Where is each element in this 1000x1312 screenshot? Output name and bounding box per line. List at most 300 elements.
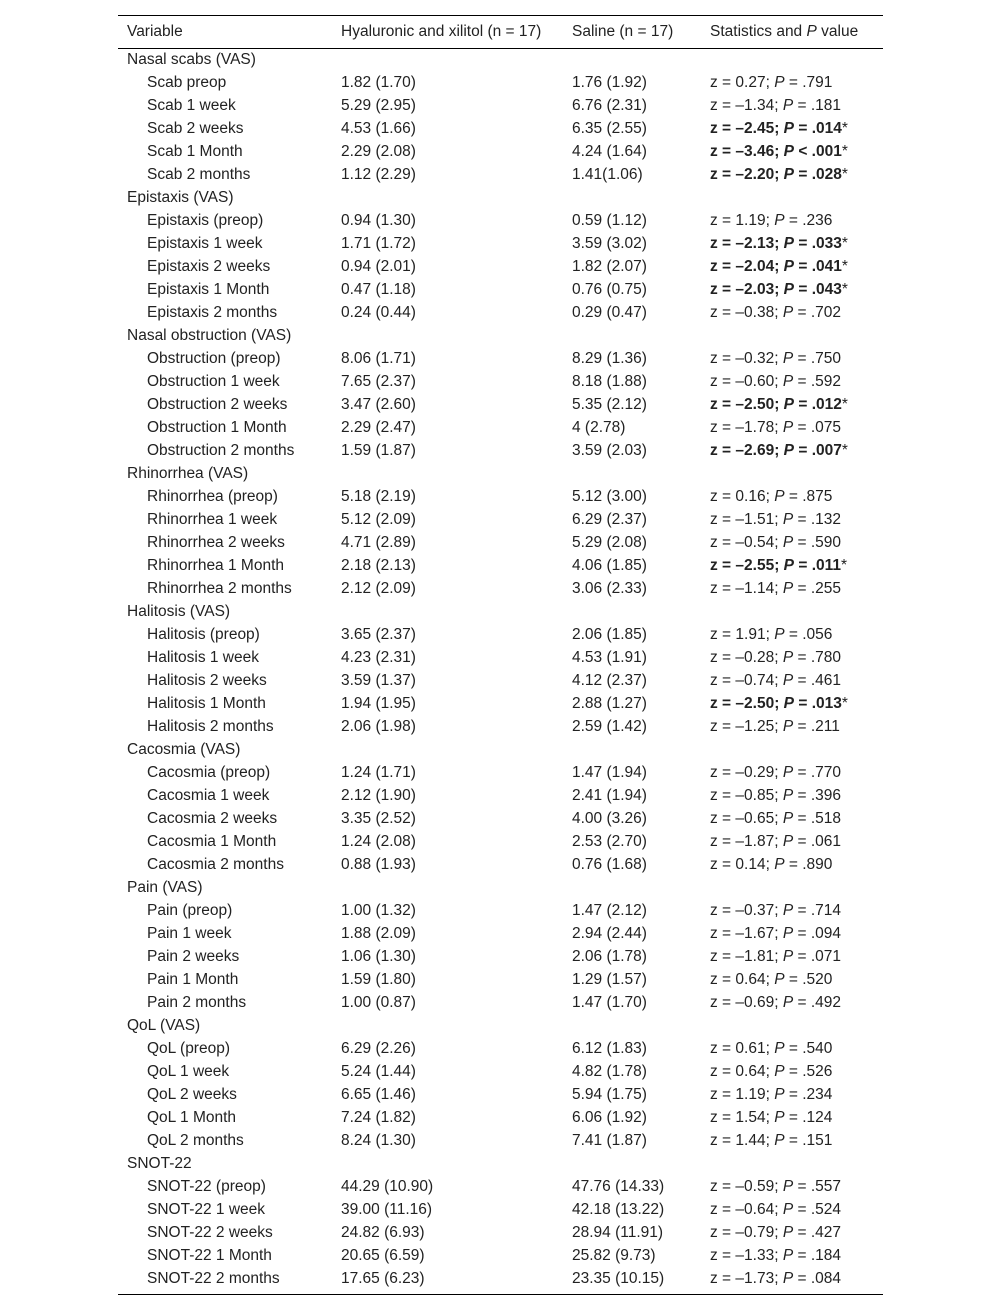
table-header (118, 16, 883, 49)
statistics-cell (701, 693, 883, 716)
saline-value-cell: 4.53 (1.91) (572, 649, 647, 666)
p-operator: = (784, 1132, 803, 1149)
saline-value-cell: 6.06 (1.92) (572, 1109, 647, 1126)
p-letter: P (782, 994, 794, 1011)
hyaluronic-value-cell: 6.65 (1.46) (341, 1086, 416, 1103)
saline-value-cell: 2.41 (1.94) (572, 787, 647, 804)
p-operator: = (793, 902, 811, 919)
z-value: z = –0.64; (710, 1201, 783, 1218)
saline-value-cell: 7.41 (1.87) (572, 1132, 647, 1149)
table-row (118, 164, 883, 187)
p-value: .012 (811, 396, 842, 413)
p-letter: P (782, 925, 794, 942)
p-operator: = (793, 948, 811, 965)
z-value: z = 1.54; (710, 1109, 775, 1126)
statistics-cell (701, 555, 883, 578)
p-operator: = (794, 166, 812, 183)
z-value: z = 0.27; (710, 74, 775, 91)
saline-value-cell: 5.35 (2.12) (572, 396, 647, 413)
saline-value-cell: 4.24 (1.64) (572, 143, 647, 160)
p-value: .590 (810, 534, 842, 551)
p-letter: P (782, 511, 794, 528)
group-row (118, 49, 883, 72)
table-row (118, 923, 883, 946)
variable-cell: Pain 1 Month (147, 971, 239, 988)
saline-value-cell: 47.76 (14.33) (572, 1178, 665, 1195)
hyaluronic-value-cell: 1.00 (0.87) (341, 994, 416, 1011)
p-operator: = (793, 994, 811, 1011)
hyaluronic-value-cell: 1.88 (2.09) (341, 925, 416, 942)
table-row (118, 578, 883, 601)
p-letter: P (774, 1040, 785, 1057)
hyaluronic-value-cell: 2.18 (2.13) (341, 557, 416, 574)
p-letter: P (782, 833, 794, 850)
variable-cell: Rhinorrhea 1 week (147, 511, 278, 528)
z-value: z = –0.29; (710, 764, 783, 781)
variable-cell: QoL (preop) (147, 1040, 230, 1057)
z-value: z = –1.73; (710, 1270, 783, 1287)
z-value: z = 1.19; (710, 212, 775, 229)
p-letter: P (782, 1201, 794, 1218)
hyaluronic-value-cell: 1.24 (1.71) (341, 764, 416, 781)
variable-cell: Scab 1 Month (147, 143, 243, 160)
statistics-cell (701, 1176, 883, 1199)
hyaluronic-value-cell: 3.59 (1.37) (341, 672, 416, 689)
header-statistics (701, 16, 883, 49)
header-stats-prefix: Statistics and (710, 23, 807, 40)
group-label: Nasal scabs (VAS) (127, 51, 256, 69)
hyaluronic-value-cell: 0.94 (2.01) (341, 258, 416, 275)
variable-cell: Rhinorrhea 2 weeks (147, 534, 285, 551)
group-label: Rhinorrhea (VAS) (127, 465, 249, 482)
p-operator: = (794, 258, 812, 275)
p-operator: = (784, 626, 803, 643)
variable-cell: Epistaxis 2 weeks (147, 258, 271, 275)
p-letter: P (774, 212, 785, 229)
variable-cell: SNOT-22 (preop) (147, 1178, 266, 1195)
table-row (118, 348, 883, 371)
significance-marker: * (841, 442, 848, 459)
group-row (118, 325, 883, 348)
hyaluronic-value-cell: 3.47 (2.60) (341, 396, 416, 413)
z-value: z = –0.69; (710, 994, 783, 1011)
variable-cell: Cacosmia (preop) (147, 764, 271, 781)
hyaluronic-value-cell: 3.35 (2.52) (341, 810, 416, 827)
z-value: z = –1.34; (710, 97, 783, 114)
p-value: .071 (810, 948, 842, 965)
variable-cell: Cacosmia 1 week (147, 787, 270, 804)
group-row (118, 1153, 883, 1176)
p-letter: P (782, 580, 794, 597)
saline-value-cell: 0.76 (0.75) (572, 281, 647, 298)
hyaluronic-value-cell: 2.29 (2.08) (341, 143, 416, 160)
table-row (118, 1268, 883, 1294)
p-letter: P (782, 1224, 794, 1241)
p-letter: P (782, 97, 794, 114)
significance-marker: * (841, 258, 848, 275)
statistics-cell (701, 279, 883, 302)
p-letter: P (774, 626, 785, 643)
p-value: .750 (810, 350, 842, 367)
z-value: z = 0.64; (710, 1063, 775, 1080)
p-letter: P (782, 534, 794, 551)
p-operator: = (793, 1201, 811, 1218)
p-value: .492 (810, 994, 842, 1011)
statistics-cell (701, 785, 883, 808)
group-row (118, 877, 883, 900)
p-letter: P (783, 557, 795, 574)
hyaluronic-value-cell: 1.24 (2.08) (341, 833, 416, 850)
p-operator: = (793, 97, 811, 114)
variable-cell: Epistaxis 1 week (147, 235, 263, 252)
variable-cell: Halitosis 1 Month (147, 695, 266, 712)
table-row (118, 371, 883, 394)
significance-marker: * (841, 396, 848, 413)
variable-cell: Epistaxis 1 Month (147, 281, 270, 298)
significance-marker: * (841, 166, 848, 183)
z-value: z = 1.44; (710, 1132, 775, 1149)
saline-value-cell: 2.53 (2.70) (572, 833, 647, 850)
z-value: z = –2.45; (710, 120, 784, 137)
saline-value-cell: 1.47 (1.94) (572, 764, 647, 781)
saline-value-cell: 2.59 (1.42) (572, 718, 647, 735)
table-row (118, 417, 883, 440)
statistics-cell (701, 417, 883, 440)
hyaluronic-value-cell: 6.29 (2.26) (341, 1040, 416, 1057)
significance-marker: * (841, 235, 848, 252)
variable-cell: Halitosis 1 week (147, 649, 259, 666)
variable-cell: Cacosmia 2 weeks (147, 810, 278, 827)
z-value: z = –2.50; (710, 396, 784, 413)
variable-cell: Scab 2 months (147, 166, 251, 183)
p-operator: = (793, 1247, 811, 1264)
p-value: .770 (810, 764, 842, 781)
p-value: .520 (802, 971, 833, 988)
hyaluronic-value-cell: 20.65 (6.59) (341, 1247, 425, 1264)
z-value: z = 1.91; (710, 626, 775, 643)
saline-value-cell: 23.35 (10.15) (572, 1270, 665, 1287)
p-value: .236 (802, 212, 833, 229)
p-letter: P (782, 718, 794, 735)
p-operator: = (793, 718, 811, 735)
significance-marker: * (841, 557, 848, 574)
z-value: z = –1.14; (710, 580, 783, 597)
variable-cell: QoL 1 week (147, 1063, 230, 1080)
saline-value-cell: 1.47 (2.12) (572, 902, 647, 919)
p-letter: P (782, 350, 794, 367)
variable-cell: Pain 2 weeks (147, 948, 240, 965)
p-operator: = (793, 833, 811, 850)
p-letter: P (774, 1086, 785, 1103)
variable-cell: SNOT-22 2 weeks (147, 1224, 273, 1241)
p-value: .557 (810, 1178, 842, 1195)
p-letter: P (782, 1270, 794, 1287)
statistics-cell (701, 532, 883, 555)
table-row (118, 693, 883, 716)
statistics-cell (701, 578, 883, 601)
p-operator: = (784, 856, 803, 873)
p-letter: P (782, 1247, 794, 1264)
statistics-cell (701, 348, 883, 371)
p-value: .033 (811, 235, 842, 252)
p-value: .780 (810, 649, 842, 666)
p-value: .592 (810, 373, 842, 390)
variable-cell: Rhinorrhea 2 months (147, 580, 292, 597)
hyaluronic-value-cell: 0.24 (0.44) (341, 304, 416, 321)
variable-cell: Rhinorrhea 1 Month (147, 557, 284, 574)
results-table-container (118, 15, 883, 1295)
saline-value-cell: 25.82 (9.73) (572, 1247, 656, 1264)
p-value: .255 (810, 580, 842, 597)
p-value: .461 (810, 672, 842, 689)
variable-cell: SNOT-22 1 week (147, 1201, 266, 1218)
z-value: z = –0.59; (710, 1178, 783, 1195)
p-value: .056 (802, 626, 833, 643)
p-value: .014 (811, 120, 842, 137)
statistics-cell (701, 233, 883, 256)
p-letter: P (782, 948, 794, 965)
p-operator: = (794, 695, 812, 712)
statistics-cell (701, 95, 883, 118)
p-value: .011 (811, 557, 841, 574)
z-value: z = –0.85; (710, 787, 783, 804)
table-row (118, 762, 883, 785)
table-row (118, 279, 883, 302)
table-row (118, 302, 883, 325)
statistics-cell (701, 831, 883, 854)
variable-cell: Epistaxis (preop) (147, 212, 264, 229)
saline-value-cell: 3.59 (2.03) (572, 442, 647, 459)
variable-cell: SNOT-22 1 Month (147, 1247, 272, 1264)
saline-value-cell: 2.94 (2.44) (572, 925, 647, 942)
table-row (118, 969, 883, 992)
statistics-cell (701, 440, 883, 463)
p-letter: P (774, 971, 785, 988)
z-value: z = –0.38; (710, 304, 783, 321)
p-operator: = (793, 511, 811, 528)
z-value: z = –2.03; (710, 281, 784, 298)
hyaluronic-value-cell: 2.12 (1.90) (341, 787, 416, 804)
variable-cell: Rhinorrhea (preop) (147, 488, 278, 505)
p-value: .181 (810, 97, 842, 114)
statistics-cell (701, 716, 883, 739)
p-letter: P (782, 902, 794, 919)
significance-marker: * (841, 143, 848, 160)
statistics-cell (701, 118, 883, 141)
hyaluronic-value-cell: 24.82 (6.93) (341, 1224, 425, 1241)
variable-cell: Halitosis 2 months (147, 718, 274, 735)
hyaluronic-value-cell: 44.29 (10.90) (341, 1178, 434, 1195)
statistics-cell (701, 72, 883, 95)
statistics-cell (701, 624, 883, 647)
statistics-cell (701, 394, 883, 417)
statistics-cell (701, 923, 883, 946)
variable-cell: Obstruction 1 week (147, 373, 280, 390)
p-value: .791 (802, 74, 833, 91)
p-operator: = (784, 212, 803, 229)
hyaluronic-value-cell: 1.12 (2.29) (341, 166, 416, 183)
variable-cell: Obstruction 2 months (147, 442, 295, 459)
z-value: z = 0.14; (710, 856, 775, 873)
table-row (118, 716, 883, 739)
p-operator: = (793, 580, 811, 597)
p-letter: P (783, 442, 795, 459)
p-operator: = (794, 396, 812, 413)
hyaluronic-value-cell: 7.65 (2.37) (341, 373, 416, 390)
results-table (118, 15, 883, 1294)
p-operator: = (793, 649, 811, 666)
statistics-cell (701, 969, 883, 992)
p-letter: P (782, 1178, 794, 1195)
p-value: .714 (810, 902, 842, 919)
saline-value-cell: 6.76 (2.31) (572, 97, 647, 114)
statistics-cell (701, 992, 883, 1015)
saline-value-cell: 1.47 (1.70) (572, 994, 647, 1011)
p-value: .075 (810, 419, 842, 436)
table-row (118, 555, 883, 578)
p-letter: P (782, 787, 794, 804)
variable-cell: QoL 2 weeks (147, 1086, 237, 1103)
table-row (118, 1245, 883, 1268)
statistics-cell (701, 210, 883, 233)
statistics-cell (701, 1222, 883, 1245)
p-value: .234 (802, 1086, 833, 1103)
p-letter: P (782, 810, 794, 827)
statistics-cell (701, 1038, 883, 1061)
z-value: z = 0.64; (710, 971, 775, 988)
hyaluronic-value-cell: 1.82 (1.70) (341, 74, 416, 91)
variable-cell: SNOT-22 2 months (147, 1270, 280, 1287)
table-row (118, 808, 883, 831)
table-row (118, 1176, 883, 1199)
hyaluronic-value-cell: 1.94 (1.95) (341, 695, 416, 712)
p-value: < .001 (798, 143, 842, 160)
saline-value-cell: 4 (2.78) (572, 419, 626, 436)
z-value: z = –2.55; (710, 557, 784, 574)
z-value: z = –2.04; (710, 258, 784, 275)
table-row (118, 141, 883, 164)
table-row (118, 486, 883, 509)
header-stats-p: P (806, 23, 817, 40)
table-row (118, 900, 883, 923)
saline-value-cell: 42.18 (13.22) (572, 1201, 665, 1218)
z-value: z = –0.32; (710, 350, 783, 367)
statistics-cell (701, 808, 883, 831)
p-operator: = (784, 488, 803, 505)
saline-value-cell: 1.76 (1.92) (572, 74, 647, 91)
z-value: z = 1.19; (710, 1086, 775, 1103)
statistics-cell (701, 1107, 883, 1130)
variable-cell: Cacosmia 1 Month (147, 833, 277, 850)
saline-value-cell: 5.12 (3.00) (572, 488, 647, 505)
table-row (118, 831, 883, 854)
hyaluronic-value-cell: 5.24 (1.44) (341, 1063, 416, 1080)
z-value: z = –2.13; (710, 235, 784, 252)
hyaluronic-value-cell: 4.53 (1.66) (341, 120, 416, 137)
hyaluronic-value-cell: 2.29 (2.47) (341, 419, 416, 436)
p-value: .875 (802, 488, 833, 505)
variable-cell: Scab preop (147, 74, 227, 91)
z-value: z = –0.37; (710, 902, 783, 919)
significance-marker: * (841, 281, 848, 298)
group-label: QoL (VAS) (127, 1017, 201, 1034)
hyaluronic-value-cell: 0.94 (1.30) (341, 212, 416, 229)
group-row (118, 601, 883, 624)
z-value: z = –2.50; (710, 695, 784, 712)
header-hyaluronic-xilitol: Hyaluronic and xilitol (n = 17) (341, 23, 542, 40)
p-letter: P (774, 1063, 785, 1080)
p-operator: = (793, 304, 811, 321)
table-row (118, 532, 883, 555)
p-letter: P (782, 649, 794, 666)
hyaluronic-value-cell: 1.59 (1.87) (341, 442, 416, 459)
p-letter: P (782, 373, 794, 390)
hyaluronic-value-cell: 39.00 (11.16) (341, 1201, 433, 1218)
p-value: .211 (810, 718, 840, 735)
z-value: z = –0.28; (710, 649, 783, 666)
saline-value-cell: 28.94 (11.91) (572, 1224, 664, 1241)
header-variable: Variable (127, 23, 183, 40)
p-operator: = (794, 235, 812, 252)
group-label: Pain (VAS) (127, 879, 203, 896)
p-letter: P (783, 120, 795, 137)
saline-value-cell: 6.12 (1.83) (572, 1040, 647, 1057)
table-row (118, 854, 883, 877)
p-value: .890 (802, 856, 833, 873)
p-operator: = (784, 74, 803, 91)
hyaluronic-value-cell: 0.88 (1.93) (341, 856, 416, 873)
saline-value-cell: 5.94 (1.75) (572, 1086, 647, 1103)
statistics-cell (701, 1130, 883, 1153)
statistics-cell (701, 164, 883, 187)
table-row (118, 1084, 883, 1107)
statistics-cell (701, 1199, 883, 1222)
p-operator: = (793, 810, 811, 827)
table-row (118, 992, 883, 1015)
saline-value-cell: 5.29 (2.08) (572, 534, 647, 551)
variable-cell: Halitosis (preop) (147, 626, 260, 643)
p-value: .094 (810, 925, 842, 942)
p-operator: = (793, 419, 811, 436)
z-value: z = –0.65; (710, 810, 783, 827)
table-row (118, 509, 883, 532)
saline-value-cell: 1.29 (1.57) (572, 971, 647, 988)
z-value: z = –1.25; (710, 718, 783, 735)
p-value: .013 (811, 695, 842, 712)
z-value: z = 0.16; (710, 488, 775, 505)
p-value: .184 (810, 1247, 842, 1264)
p-letter: P (783, 235, 795, 252)
p-value: .132 (810, 511, 842, 528)
table-row (118, 670, 883, 693)
z-value: z = –0.79; (710, 1224, 783, 1241)
table-row (118, 624, 883, 647)
saline-value-cell: 6.35 (2.55) (572, 120, 647, 137)
group-label: Epistaxis (VAS) (127, 189, 234, 206)
p-letter: P (774, 856, 785, 873)
p-value: .702 (810, 304, 842, 321)
statistics-cell (701, 762, 883, 785)
statistics-cell (701, 371, 883, 394)
p-operator: = (784, 1040, 803, 1057)
z-value: z = –1.87; (710, 833, 783, 850)
p-letter: P (782, 419, 794, 436)
statistics-cell (701, 1084, 883, 1107)
statistics-cell (701, 647, 883, 670)
z-value: z = –2.20; (710, 166, 784, 183)
saline-value-cell: 4.06 (1.85) (572, 557, 647, 574)
table-body (118, 49, 883, 1294)
